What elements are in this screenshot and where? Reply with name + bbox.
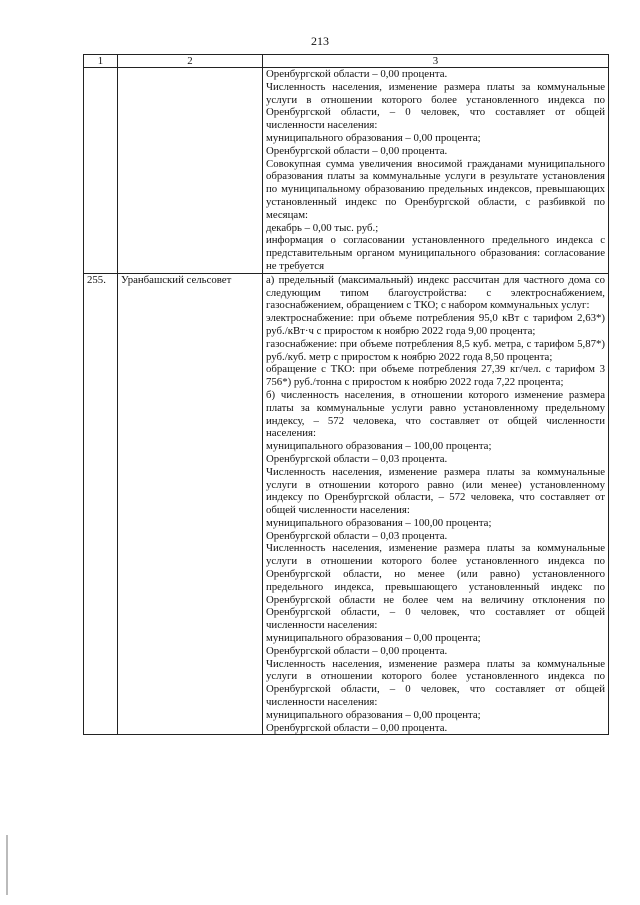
paragraph: Численность населения, изменение размера платы за коммунальные услуги в отношении которого равно (или менее) установленному индексу по Оренбургской области, – 572 человека, что составляет от общей численности населения: xyxy=(266,465,605,517)
column-header-3: 3 xyxy=(263,55,609,68)
column-header-1: 1 xyxy=(84,55,118,68)
row-number xyxy=(84,68,118,274)
column-header-2: 2 xyxy=(118,55,263,68)
paragraph: муниципального образования – 100,00 процента; xyxy=(266,516,492,529)
row-number: 255. xyxy=(84,273,118,735)
table-row xyxy=(84,68,609,274)
paragraph: Оренбургской области – 0,03 процента. xyxy=(266,452,448,465)
scan-margin-mark xyxy=(6,835,8,895)
row-municipality xyxy=(118,68,263,274)
paragraph: информация о согласовании установленного предельного индекса с представительным органом муниципального образования: согласование не требуется xyxy=(266,234,605,272)
paragraph: Оренбургской области – 0,00 процента. xyxy=(266,68,448,80)
paragraph: Совокупная сумма увеличения вносимой гражданами муниципального образования платы за коммунальные услуги в результате установления по муниципальному образованию предельных индексов, превышающих установленный индекс по Оренбургской области, с разбивкой по месяцам: xyxy=(266,157,605,221)
paragraph: газоснабжение: при объеме потребления 8,5 куб. метра, с тарифом 5,87*) руб./куб. метр с приростом к ноябрю 2022 года 8,50 процента; xyxy=(266,337,605,363)
row-municipality: Уранбашский сельсовет xyxy=(118,273,263,735)
paragraph: Численность населения, изменение размера платы за коммунальные услуги в отношении которого более установленного индекса по Оренбургской области, но менее (или равно) установленного предельного индекса, превышающего установленный индекс по Оренбургской области не более чем на величину отклонения по Оренбургской области, – 0 человек, что составляет от общей численности населения: xyxy=(266,542,605,632)
row-description xyxy=(263,273,609,735)
paragraph: Оренбургской области – 0,00 процента. xyxy=(266,644,448,657)
paragraph: муниципального образования – 0,00 процента; xyxy=(266,131,481,144)
paragraph: электроснабжение: при объеме потребления 95,0 кВт с тарифом 2,63*) руб./кВт·ч с приростом к ноябрю 2022 года 9,00 процента; xyxy=(266,312,605,337)
table-row xyxy=(84,273,609,735)
table-header-row xyxy=(84,55,609,68)
paragraph: а) предельный (максимальный) индекс рассчитан для частного дома со следующим типом благоустройства: с электроснабжением, газоснабжением, обращением с ТКО; с набором коммунальных услуг: xyxy=(266,273,605,312)
paragraph: Численность населения, изменение размера платы за коммунальные услуги в отношении которого более установленного индекса по Оренбургской области, – 0 человек, что составляет от общей численности населения: xyxy=(266,80,605,132)
paragraph: Оренбургской области – 0,00 процента. xyxy=(266,721,448,734)
row-description xyxy=(263,68,609,274)
paragraph: муниципального образования – 0,00 процента; xyxy=(266,708,481,721)
paragraph: муниципального образования – 0,00 процента; xyxy=(266,632,481,645)
paragraph: декабрь – 0,00 тыс. руб.; xyxy=(266,221,379,234)
paragraph: Оренбургской области – 0,00 процента. xyxy=(266,144,448,157)
paragraph: муниципального образования – 100,00 процента; xyxy=(266,440,492,453)
paragraph: б) численность населения, в отношении которого изменение размера платы за коммунальные услуги равно установленному предельному индексу, – 572 человека, что составляет от общей численности населения: xyxy=(266,388,605,440)
page-number: 213 xyxy=(311,34,329,48)
data-table xyxy=(83,54,609,735)
paragraph: Оренбургской области – 0,03 процента. xyxy=(266,529,448,542)
paragraph: обращение с ТКО: при объеме потребления 27,39 кг/чел. с тарифом 3 756*) руб./тонна с приростом к ноябрю 2022 года 7,22 процента; xyxy=(266,363,605,389)
paragraph: Численность населения, изменение размера платы за коммунальные услуги в отношении которого более установленного индекса по Оренбургской области, – 0 человек, что составляет от общей численности населения: xyxy=(266,657,605,709)
